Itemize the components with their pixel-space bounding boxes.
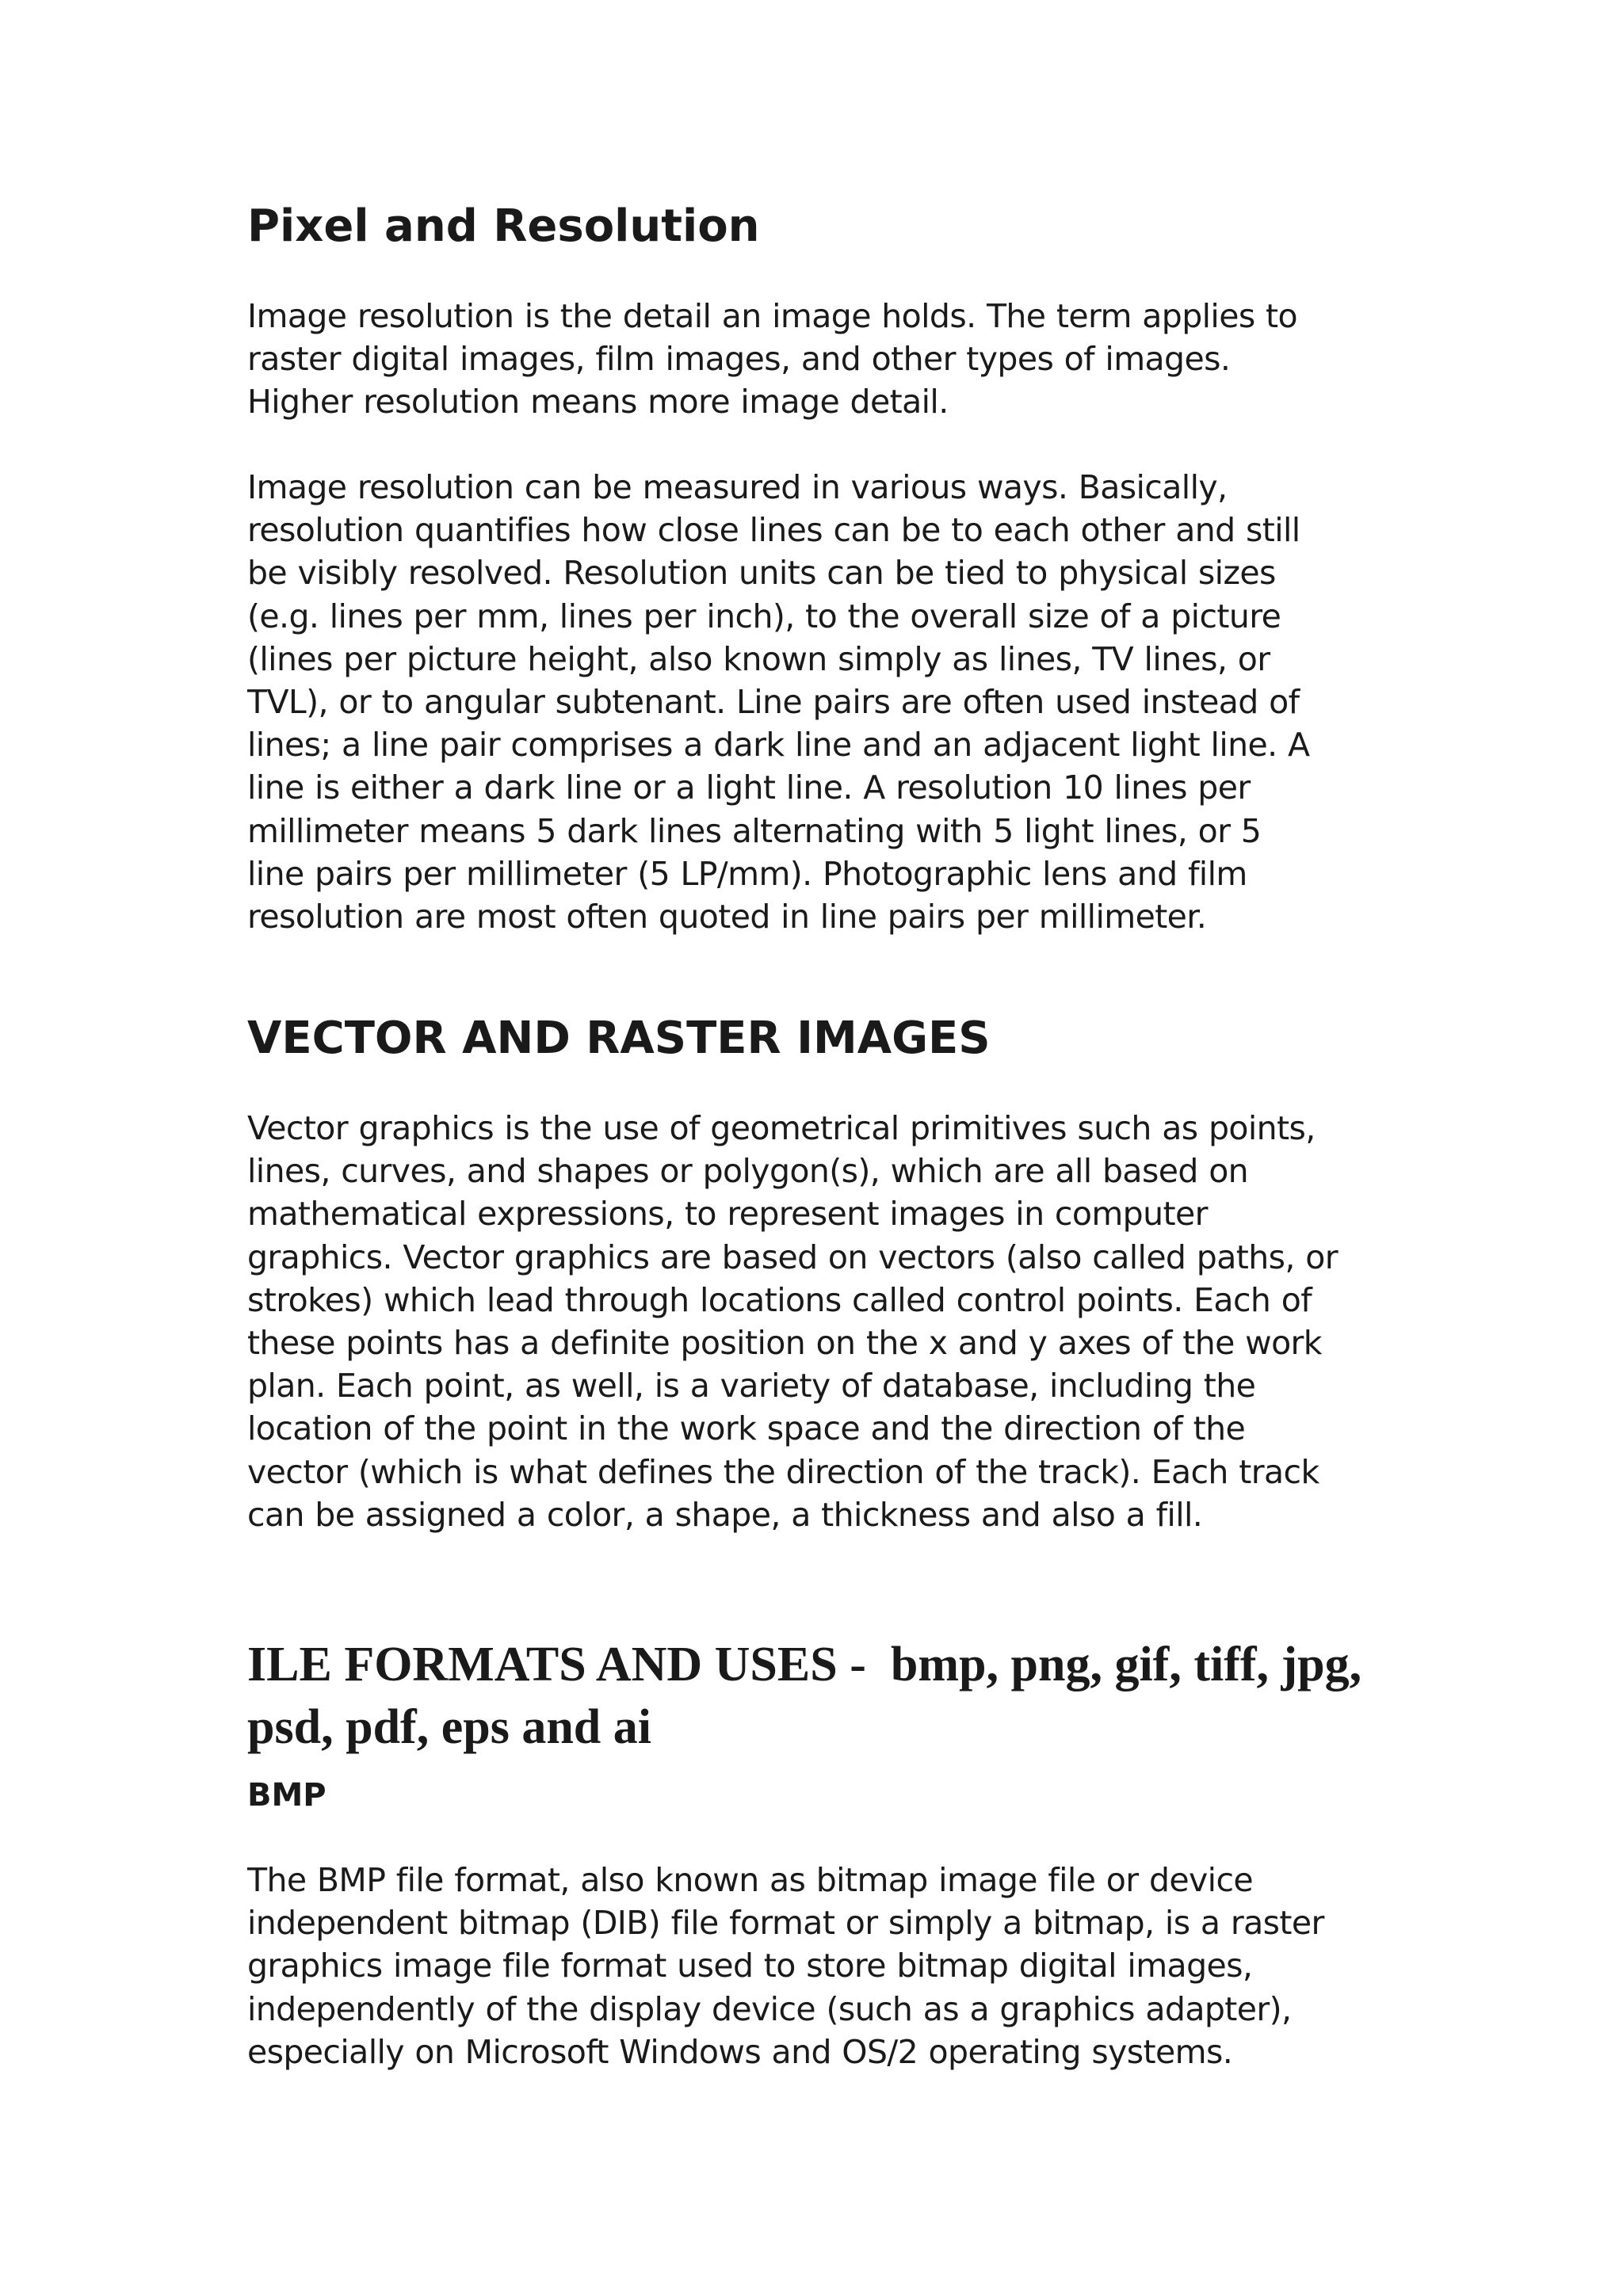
text-line: plan. Each point, as well, is a variety of database, including the: [247, 1367, 1256, 1405]
heading-file-formats-and-uses: [247, 1634, 1361, 1759]
text-line: Vector graphics is the use of geometrical primitives such as points,: [247, 1109, 1316, 1147]
text-line: mathematical expressions, to represent images in computer: [247, 1195, 1208, 1234]
text-line: resolution are most often quoted in line pairs per millimeter.: [247, 898, 1207, 936]
heading-pixel-and-resolution: Pixel and Resolution: [247, 200, 760, 252]
heading-line: ILE FORMATS AND USES - bmp, png, gif, tiff, jpg,: [247, 1638, 1362, 1691]
text-line: can be assigned a color, a shape, a thickness and also a fill.: [247, 1495, 1203, 1534]
text-line: Image resolution can be measured in various ways. Basically,: [247, 468, 1228, 506]
text-line: (lines per picture height, also known simply as lines, TV lines, or: [247, 639, 1270, 678]
subheading-bmp: BMP: [247, 1777, 327, 1814]
text-line: graphics image file format used to store bitmap digital images,: [247, 1947, 1253, 1985]
text-line: millimeter means 5 dark lines alternating with 5 light lines, or 5: [247, 811, 1262, 850]
text-line: lines; a line pair comprises a dark line and an adjacent light line. A: [247, 726, 1310, 765]
text-line: independently of the display device (such as a graphics adapter),: [247, 1989, 1292, 2028]
text-line: (e.g. lines per mm, lines per inch), to the overall size of a picture: [247, 597, 1281, 635]
paragraph-image-resolution-intro: [247, 295, 1297, 424]
heading-line: psd, pdf, eps and ai: [247, 1700, 652, 1754]
text-line: lines, curves, and shapes or polygon(s), which are all based on: [247, 1152, 1249, 1191]
paragraph-resolution-measurement: [247, 466, 1309, 938]
text-line: these points has a definite position on the x and y axes of the work: [247, 1324, 1322, 1363]
text-line: line is either a dark line or a light line. A resolution 10 lines per: [247, 769, 1251, 807]
text-line: graphics. Vector graphics are based on vectors (also called paths, or: [247, 1238, 1338, 1276]
text-line: raster digital images, film images, and other types of images.: [247, 340, 1231, 379]
text-line: resolution quantifies how close lines can be to each other and still: [247, 511, 1300, 550]
text-line: line pairs per millimeter (5 LP/mm). Photographic lens and film: [247, 854, 1247, 893]
paragraph-bmp-format: [247, 1859, 1324, 2073]
text-line: vector (which is what defines the direction of the track). Each track: [247, 1452, 1319, 1491]
text-line: location of the point in the work space and the direction of the: [247, 1409, 1246, 1448]
paragraph-vector-graphics: [247, 1107, 1338, 1536]
text-line: especially on Microsoft Windows and OS/2 operating systems.: [247, 2032, 1233, 2071]
text-line: The BMP file format, also known as bitmap image file or device: [247, 1861, 1254, 1899]
heading-vector-and-raster-images: VECTOR AND RASTER IMAGES: [247, 1013, 991, 1064]
text-line: independent bitmap (DIB) file format or simply a bitmap, is a raster: [247, 1904, 1324, 1943]
text-line: strokes) which lead through locations called control points. Each of: [247, 1280, 1312, 1319]
text-line: TVL), or to angular subtenant. Line pairs are often used instead of: [247, 683, 1300, 722]
text-line: be visibly resolved. Resolution units can be tied to physical sizes: [247, 554, 1276, 593]
text-line: Higher resolution means more image detail.: [247, 383, 949, 421]
text-line: Image resolution is the detail an image holds. The term applies to: [247, 297, 1298, 335]
